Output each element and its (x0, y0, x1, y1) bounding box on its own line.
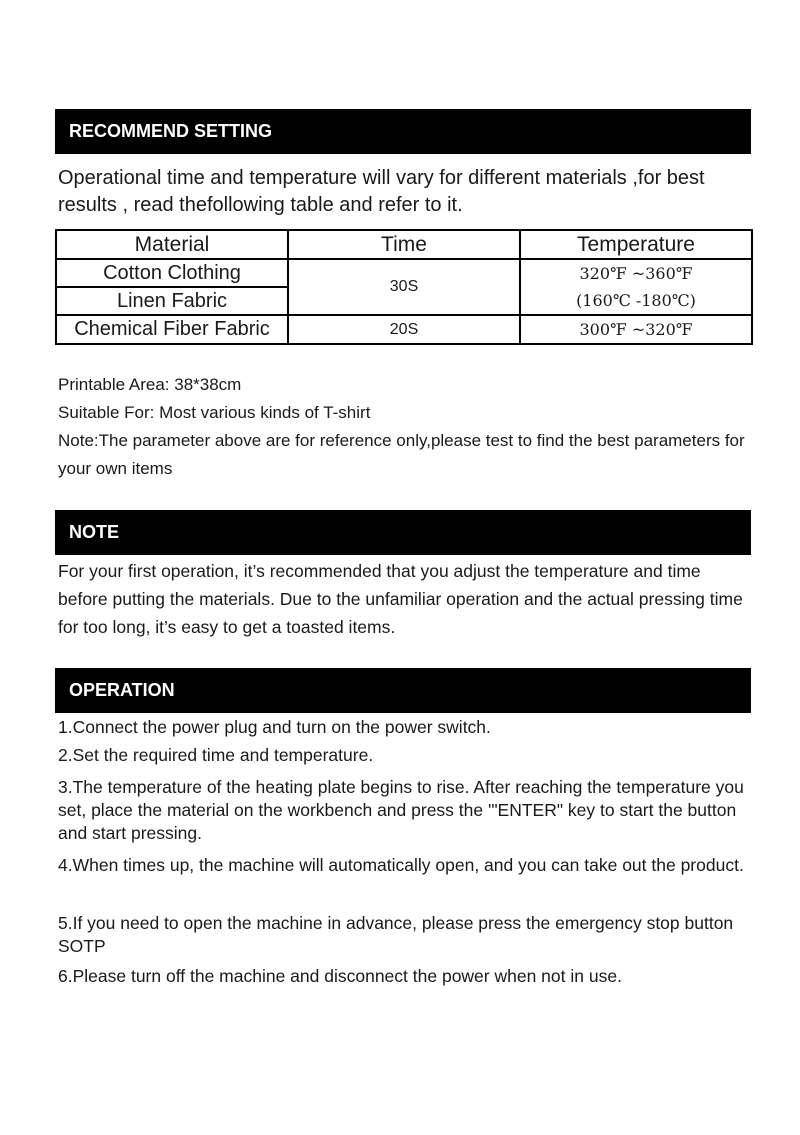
column-header-material: Material (56, 230, 288, 259)
operation-step: 5.If you need to open the machine in advance, please press the emergency stop button SOTP (58, 913, 734, 956)
note-header: NOTE (55, 510, 751, 555)
temperature-cell: 300℉ ~320℉ (520, 315, 752, 344)
operation-step: 4.When times up, the machine will automatically open, and you can take out the product. (58, 855, 744, 875)
reference-note-text: Note:The parameter above are for reference only,please test to find the best parameters for your own items (58, 431, 745, 478)
material-cell: Cotton Clothing (56, 259, 288, 287)
settings-table (55, 229, 753, 345)
temperature-cell (520, 259, 752, 315)
printable-area-text: Printable Area: 38*38cm (58, 375, 242, 394)
time-cell: 20S (288, 315, 520, 344)
operation-step: 6.Please turn off the machine and disconnect the power when not in use. (58, 966, 622, 986)
table-row (56, 259, 752, 287)
column-header-temperature: Temperature (520, 230, 752, 259)
time-cell: 30S (288, 259, 520, 315)
material-cell: Chemical Fiber Fabric (56, 315, 288, 344)
operation-step: 3.The temperature of the heating plate begins to rise. After reaching the temperature you set, place the material on the workbench and press the '"ENTER" key to start the button and start pressing. (58, 777, 744, 843)
table-row (56, 315, 752, 344)
material-cell: Linen Fabric (56, 287, 288, 315)
recommend-setting-header: RECOMMEND SETTING (55, 109, 751, 154)
recommend-info (58, 371, 758, 483)
operation-header: OPERATION (55, 668, 751, 713)
recommend-intro-text: Operational time and temperature will vary for different materials ,for best results , read thefollowing table and refer to it. (58, 167, 705, 216)
temperature-fahrenheit: 320℉ ~360℉ (579, 264, 693, 283)
note-body-text: For your first operation, it’s recommended that you adjust the temperature and time before putting the materials. Due to the unfamiliar operation and the actual pressing time for too long, it’s easy to get a toasted items. (58, 561, 743, 637)
temperature-celsius: (160℃ -180℃) (576, 291, 696, 310)
table-header-row (56, 230, 752, 259)
suitable-for-text: Suitable For: Most various kinds of T-shirt (58, 403, 371, 422)
operation-step: 1.Connect the power plug and turn on the power switch. (58, 717, 491, 737)
column-header-time: Time (288, 230, 520, 259)
operation-step: 2.Set the required time and temperature. (58, 745, 374, 765)
